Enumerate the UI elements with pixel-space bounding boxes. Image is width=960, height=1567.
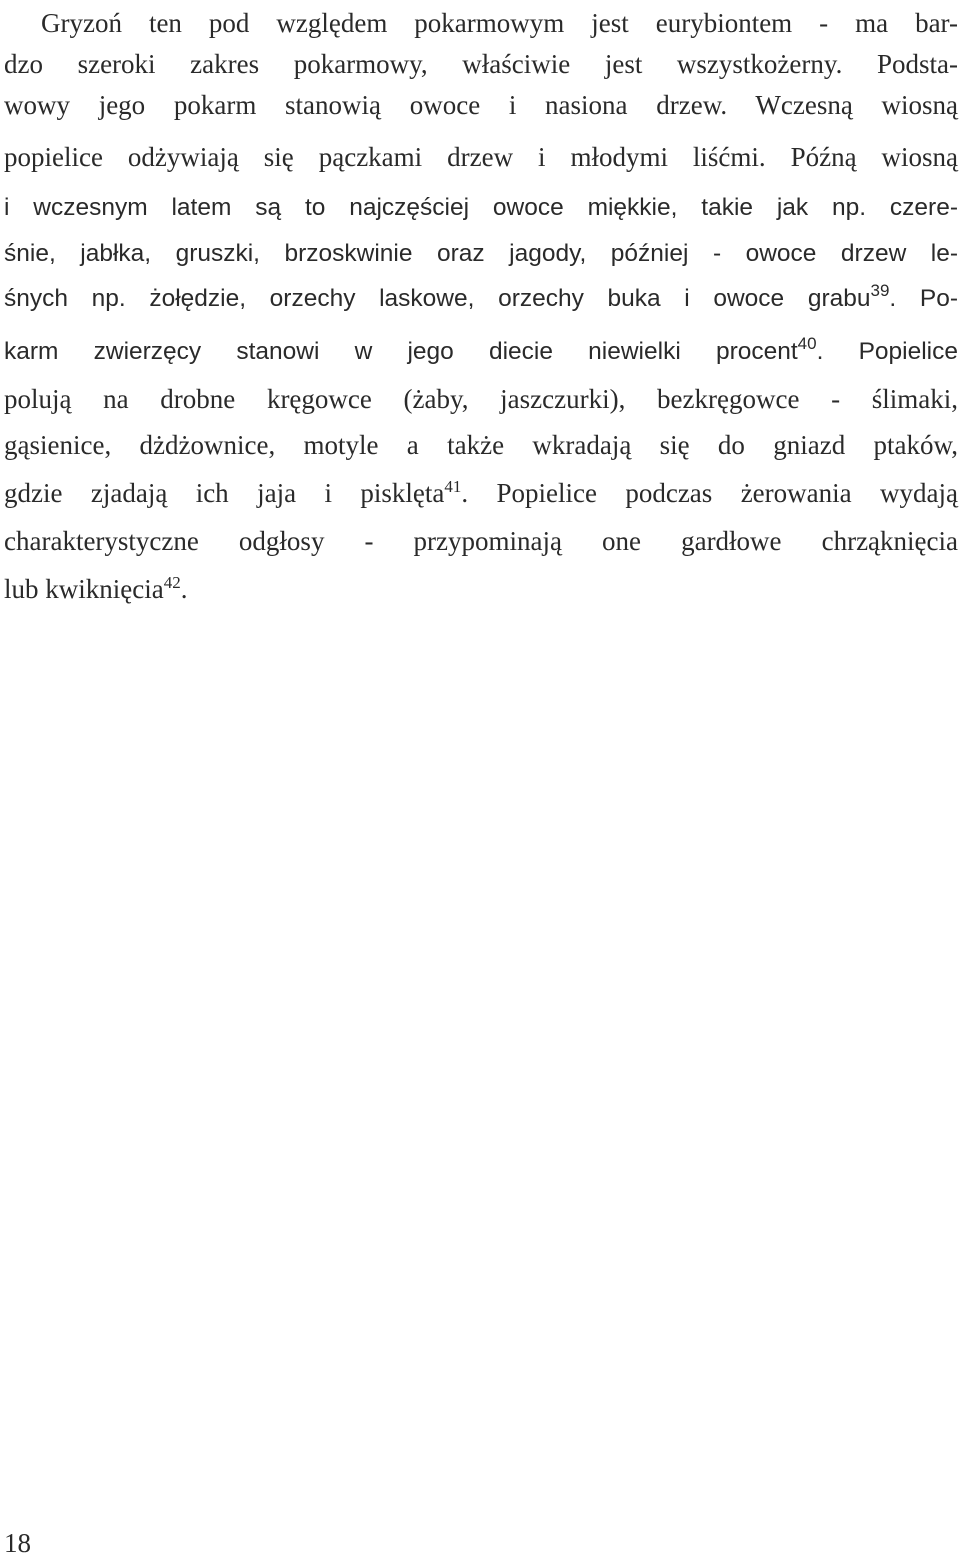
text-segment: . [180, 574, 188, 604]
text-line: gąsienice, dżdżownice, motyle a także wkradają się do gniazd ptaków, [4, 430, 958, 460]
text-line: i wczesnym latem są to najczęściej owoce miękkie, takie jak np. czere- [4, 194, 958, 221]
text-segment: . Popielice podczas żerowania wydają [461, 478, 958, 508]
text-segment: gdzie zjadają ich jaja i pisklęta [4, 478, 445, 508]
text-line: popielice odżywiają się pączkami drzew i młodymi liśćmi. Późną wiosną [4, 142, 958, 172]
text-line: polują na drobne kręgowce (żaby, jaszczurki), bezkręgowce - ślimaki, [4, 384, 958, 414]
text-line: dzo szeroki zakres pokarmowy, właściwie jest wszystkożerny. Podsta- [4, 49, 958, 79]
text-segment: . Popielice [816, 338, 959, 365]
text-line [4, 566, 958, 613]
text-line: śnie, jabłka, gruszki, brzoskwinie oraz jagody, później - owoce drzew le- [4, 240, 958, 267]
footnote-ref-39[interactable]: 39 [870, 281, 890, 300]
footnote-ref-40[interactable]: 40 [797, 334, 817, 353]
text-line: Gryzoń ten pod względem pokarmowym jest eurybiontem - ma bar- [41, 8, 958, 38]
text-line [4, 470, 958, 517]
page-number: 18 [4, 1528, 31, 1558]
text-segment: lub kwiknięcia [4, 574, 164, 604]
footnote-ref-41[interactable]: 41 [444, 477, 462, 496]
text-segment: . Po- [889, 285, 958, 312]
footnote-ref-42[interactable]: 42 [163, 573, 181, 592]
text-line [4, 328, 958, 375]
text-line: wowy jego pokarm stanowią owoce i nasiona drzew. Wczesną wiosną [4, 90, 958, 120]
text-segment: śnych np. żołędzie, orzechy laskowe, orzechy buka i owoce grabu [4, 285, 871, 312]
text-line [4, 275, 958, 322]
text-line: charakterystyczne odgłosy - przypominają one gardłowe chrząknięcia [4, 526, 958, 556]
text-segment: karm zwierzęcy stanowi w jego diecie niewielki procent [4, 338, 798, 365]
